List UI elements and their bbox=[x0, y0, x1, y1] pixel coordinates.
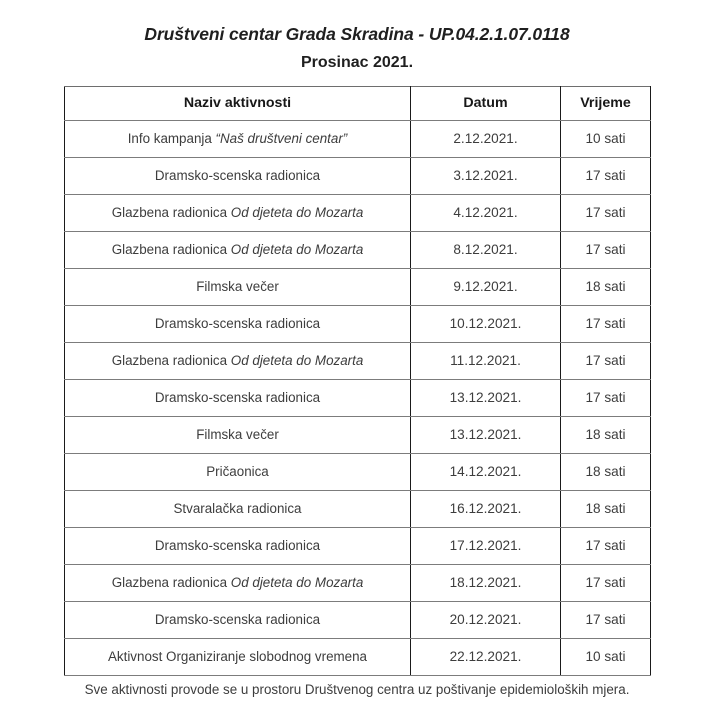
table-row bbox=[65, 120, 651, 157]
activity-name-plain: Glazbena radionica bbox=[111, 353, 231, 369]
cell-activity-name: Dramsko-scenska radionica bbox=[65, 601, 411, 638]
table-row bbox=[65, 231, 651, 268]
cell-time: 17 sati bbox=[561, 379, 651, 416]
activity-name-emphasis: Od djeteta do Mozarta bbox=[230, 575, 364, 591]
cell-activity-name: Aktivnost Organiziranje slobodnog vremena bbox=[65, 638, 411, 675]
cell-date: 22.12.2021. bbox=[411, 638, 561, 675]
cell-activity-name: Dramsko-scenska radionica bbox=[65, 379, 411, 416]
cell-time: 18 sati bbox=[561, 416, 651, 453]
activity-name-emphasis: Od djeteta do Mozarta bbox=[230, 205, 364, 221]
cell-activity-name: Dramsko-scenska radionica bbox=[65, 157, 411, 194]
column-header-date: Datum bbox=[411, 86, 561, 120]
cell-date: 14.12.2021. bbox=[411, 453, 561, 490]
cell-date: 9.12.2021. bbox=[411, 268, 561, 305]
cell-time: 17 sati bbox=[561, 601, 651, 638]
cell-date: 18.12.2021. bbox=[411, 564, 561, 601]
activity-name-emphasis: Od djeteta do Mozarta bbox=[230, 242, 364, 258]
schedule-table-wrapper bbox=[64, 86, 650, 676]
table-row bbox=[65, 490, 651, 527]
cell-date: 10.12.2021. bbox=[411, 305, 561, 342]
cell-activity-name: Pričaonica bbox=[65, 453, 411, 490]
table-header-row bbox=[65, 86, 651, 120]
table-row bbox=[65, 379, 651, 416]
page-subtitle: Prosinac 2021. bbox=[300, 53, 414, 71]
cell-time: 10 sati bbox=[561, 638, 651, 675]
cell-time: 17 sati bbox=[561, 157, 651, 194]
table-body bbox=[65, 120, 651, 675]
cell-time: 17 sati bbox=[561, 305, 651, 342]
table-row bbox=[65, 268, 651, 305]
cell-activity-name: Dramsko-scenska radionica bbox=[65, 527, 411, 564]
activity-name-emphasis: “Naš društveni centar” bbox=[215, 131, 348, 147]
table-row bbox=[65, 638, 651, 675]
cell-date: 13.12.2021. bbox=[411, 416, 561, 453]
table-row bbox=[65, 342, 651, 379]
cell-date: 4.12.2021. bbox=[411, 194, 561, 231]
cell-time: 18 sati bbox=[561, 268, 651, 305]
activity-name-plain: Glazbena radionica bbox=[111, 575, 231, 591]
table-row bbox=[65, 157, 651, 194]
cell-time: 10 sati bbox=[561, 120, 651, 157]
cell-date: 2.12.2021. bbox=[411, 120, 561, 157]
cell-activity-name: Dramsko-scenska radionica bbox=[65, 305, 411, 342]
cell-time: 17 sati bbox=[561, 564, 651, 601]
cell-activity-name bbox=[65, 194, 411, 231]
table-row bbox=[65, 527, 651, 564]
cell-time: 17 sati bbox=[561, 527, 651, 564]
cell-activity-name bbox=[65, 342, 411, 379]
table-row bbox=[65, 453, 651, 490]
cell-activity-name bbox=[65, 564, 411, 601]
cell-time: 18 sati bbox=[561, 453, 651, 490]
table-row bbox=[65, 194, 651, 231]
activity-name-emphasis: Od djeteta do Mozarta bbox=[230, 353, 364, 369]
title-block bbox=[0, 0, 714, 73]
cell-date: 8.12.2021. bbox=[411, 231, 561, 268]
page-title: Društveni centar Grada Skradina - UP.04.2.1.07.0118 bbox=[144, 24, 570, 44]
cell-date: 3.12.2021. bbox=[411, 157, 561, 194]
column-header-time: Vrijeme bbox=[561, 86, 651, 120]
cell-date: 11.12.2021. bbox=[411, 342, 561, 379]
table-row bbox=[65, 416, 651, 453]
cell-time: 18 sati bbox=[561, 490, 651, 527]
cell-date: 13.12.2021. bbox=[411, 379, 561, 416]
table-row bbox=[65, 601, 651, 638]
table-header bbox=[65, 86, 651, 120]
cell-date: 20.12.2021. bbox=[411, 601, 561, 638]
footnote: Sve aktivnosti provode se u prostoru Društvenog centra uz poštivanje epidemioloških mjera. bbox=[84, 681, 630, 697]
cell-activity-name: Stvaralačka radionica bbox=[65, 490, 411, 527]
cell-date: 17.12.2021. bbox=[411, 527, 561, 564]
cell-activity-name bbox=[65, 231, 411, 268]
cell-time: 17 sati bbox=[561, 342, 651, 379]
cell-activity-name: Filmska večer bbox=[65, 268, 411, 305]
activity-name-plain: Glazbena radionica bbox=[111, 242, 231, 258]
activity-name-plain: Glazbena radionica bbox=[111, 205, 231, 221]
cell-date: 16.12.2021. bbox=[411, 490, 561, 527]
column-header-name: Naziv aktivnosti bbox=[65, 86, 411, 120]
cell-activity-name bbox=[65, 120, 411, 157]
cell-time: 17 sati bbox=[561, 194, 651, 231]
table-row bbox=[65, 564, 651, 601]
activity-name-plain: Info kampanja bbox=[127, 131, 216, 147]
cell-time: 17 sati bbox=[561, 231, 651, 268]
schedule-table bbox=[64, 86, 651, 676]
cell-activity-name: Filmska večer bbox=[65, 416, 411, 453]
table-row bbox=[65, 305, 651, 342]
